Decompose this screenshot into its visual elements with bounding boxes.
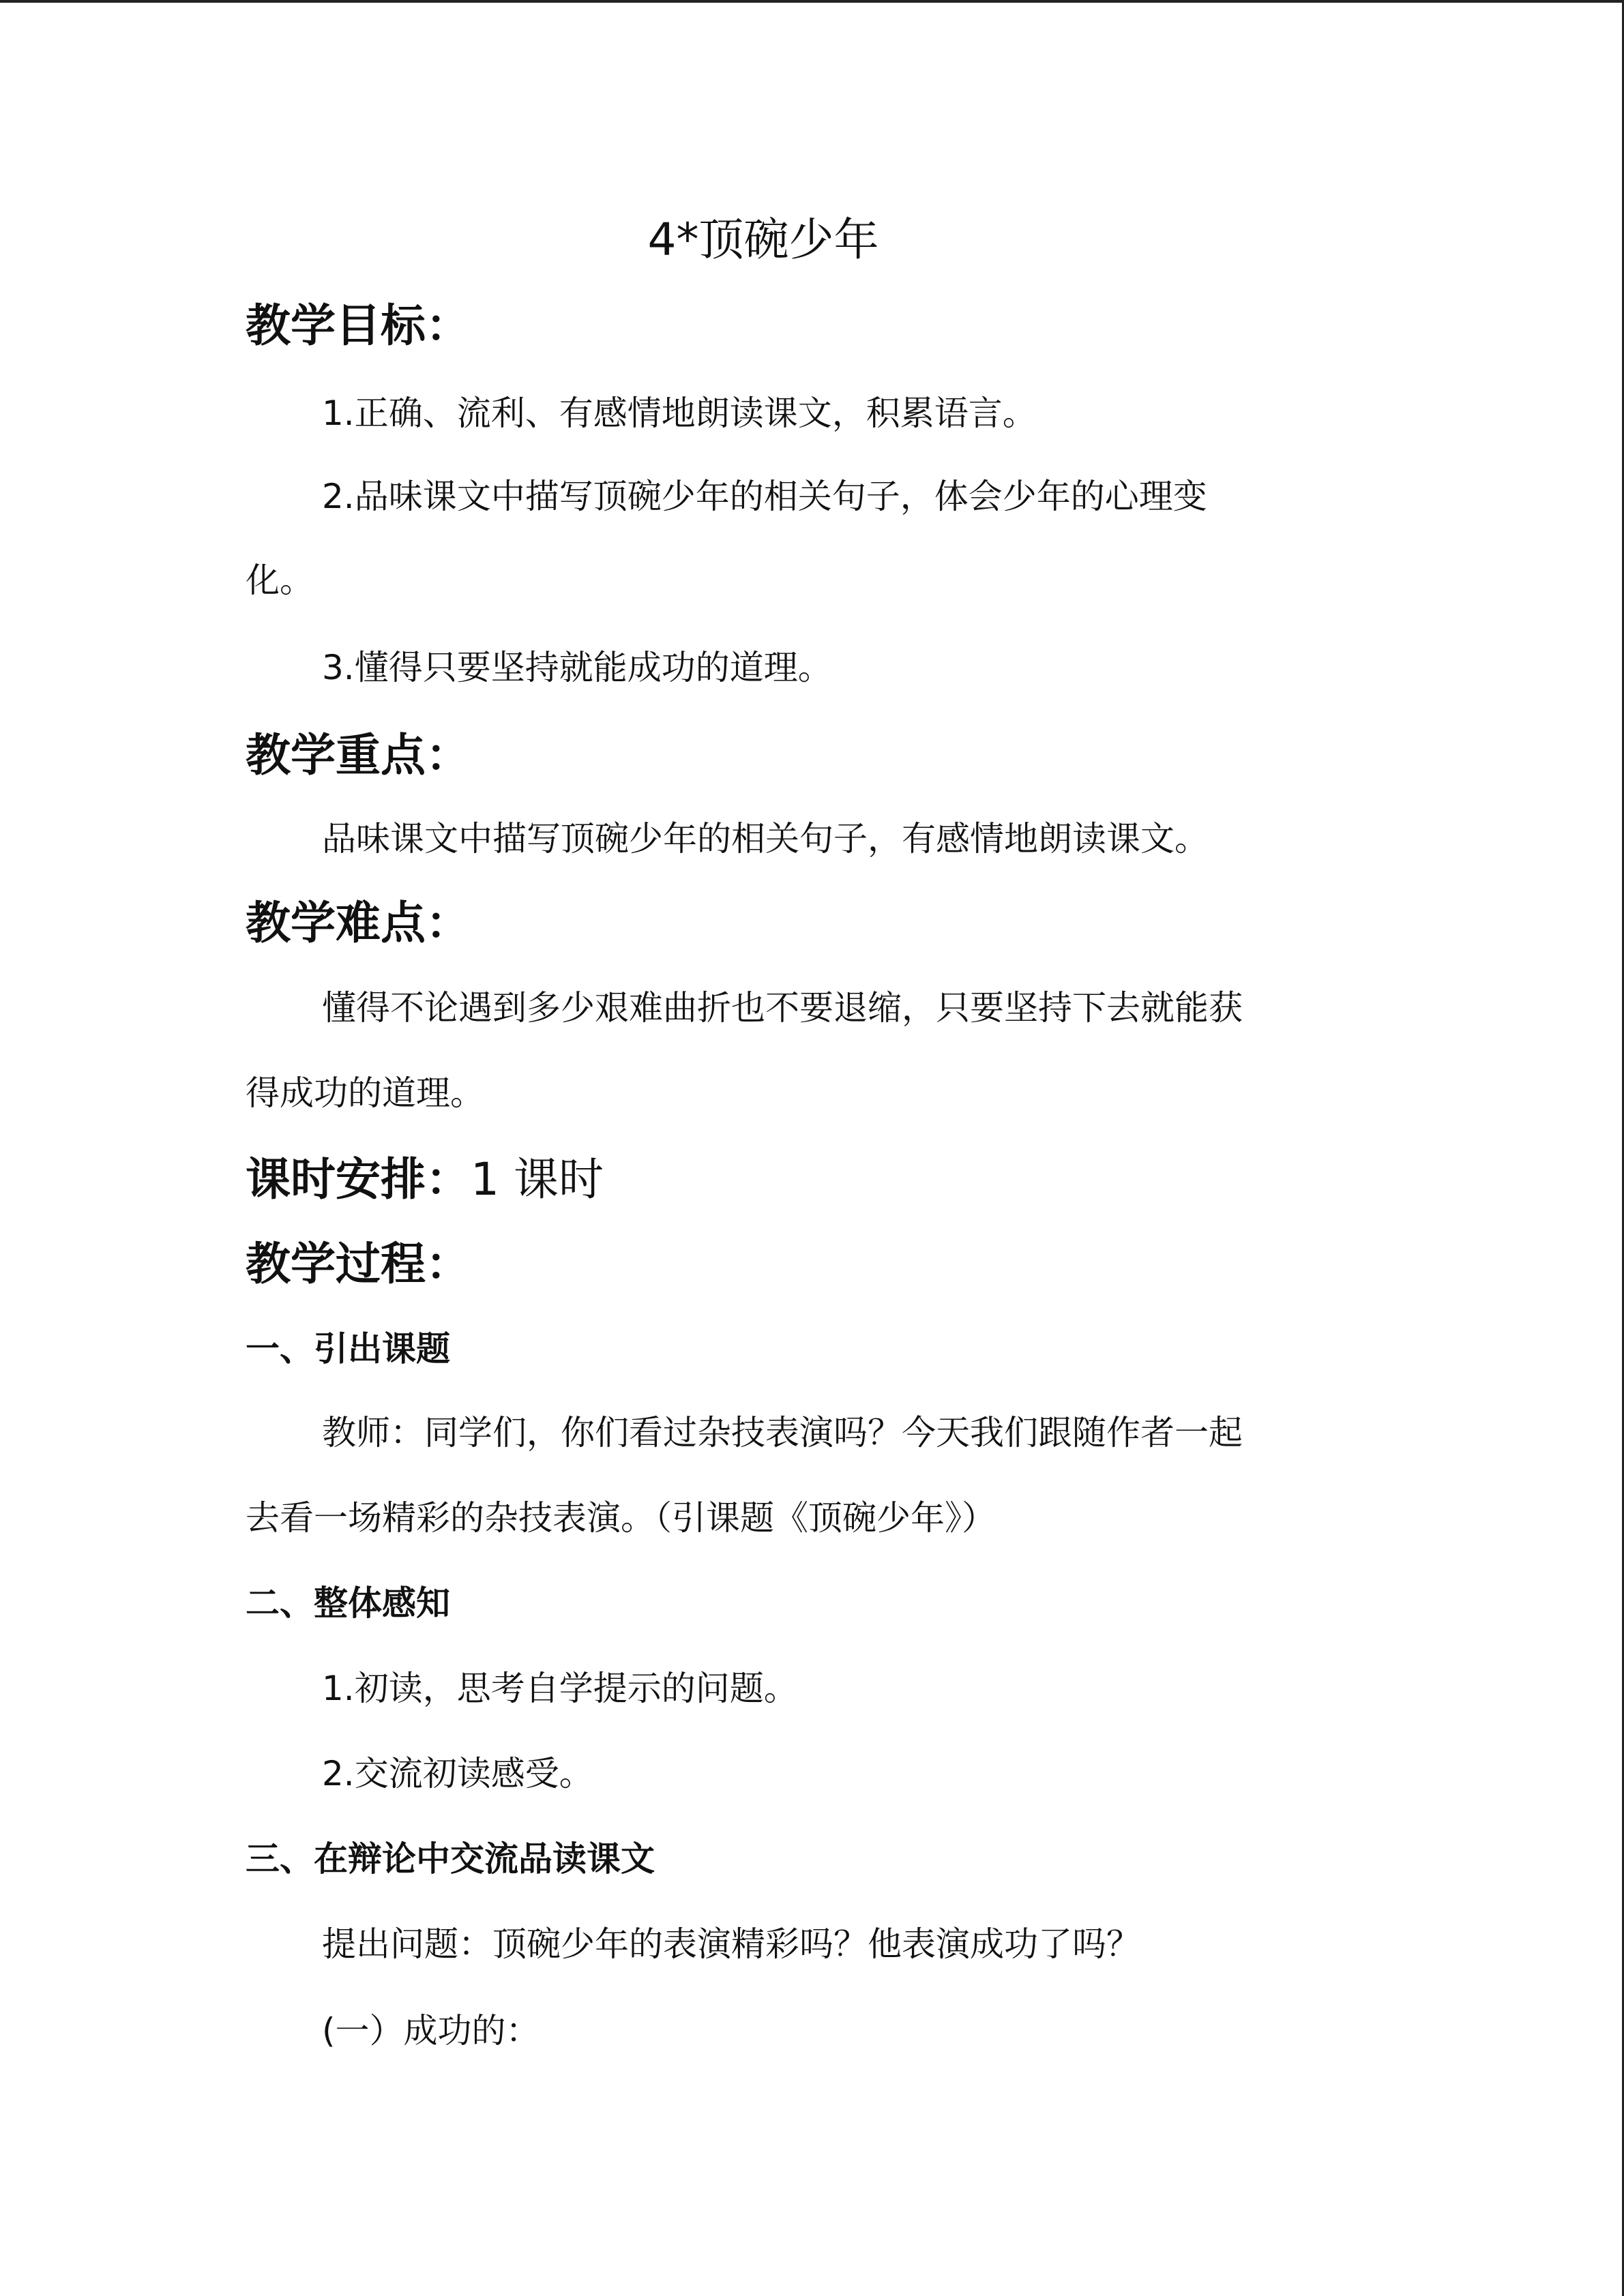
schedule-value: 1 课时 bbox=[471, 1153, 604, 1206]
document-title: 4*顶碗少年 bbox=[647, 213, 879, 266]
section-2-item-2: 2.交流初读感受。 bbox=[322, 1754, 593, 1793]
process-heading: 教学过程： bbox=[246, 1238, 471, 1290]
section-1-heading: 一、引出课题 bbox=[246, 1329, 450, 1369]
difficulties-line-1: 懂得不论遇到多少艰难曲折也不要退缩，只要坚持下去就能获 bbox=[322, 988, 1243, 1028]
section-3-question: 提出问题：顶碗少年的表演精彩吗？他表演成功了吗？ bbox=[322, 1924, 1140, 1964]
objective-2-line-1: 2.品味课文中描写顶碗少年的相关句子，体会少年的心理变 bbox=[322, 477, 1207, 516]
schedule-heading: 课时安排： bbox=[246, 1153, 471, 1206]
key-points-text: 品味课文中描写顶碗少年的相关句子，有感情地朗读课文。 bbox=[322, 819, 1209, 859]
objective-3: 3.懂得只要坚持就能成功的道理。 bbox=[322, 648, 832, 687]
objectives-heading: 教学目标： bbox=[246, 299, 471, 352]
section-1-line-2: 去看一场精彩的杂技表演。（引课题《顶碗少年》） bbox=[246, 1498, 996, 1538]
section-2-heading: 二、整体感知 bbox=[246, 1583, 450, 1623]
key-points-heading: 教学重点： bbox=[246, 729, 471, 781]
difficulties-heading: 教学难点： bbox=[246, 897, 471, 949]
section-2-item-1: 1.初读，思考自学提示的问题。 bbox=[322, 1669, 798, 1708]
schedule-line bbox=[246, 1152, 604, 1207]
section-3-heading: 三、在辩论中交流品读课文 bbox=[246, 1839, 655, 1879]
difficulties-line-2: 得成功的道理。 bbox=[246, 1073, 484, 1113]
objective-1: 1.正确、流利、有感情地朗读课文，积累语言。 bbox=[322, 393, 1037, 433]
section-1-line-1: 教师：同学们，你们看过杂技表演吗？今天我们跟随作者一起 bbox=[322, 1413, 1243, 1452]
section-3-sub-1: (一）成功的： bbox=[322, 2011, 540, 2051]
objective-2-line-2: 化。 bbox=[246, 561, 314, 600]
